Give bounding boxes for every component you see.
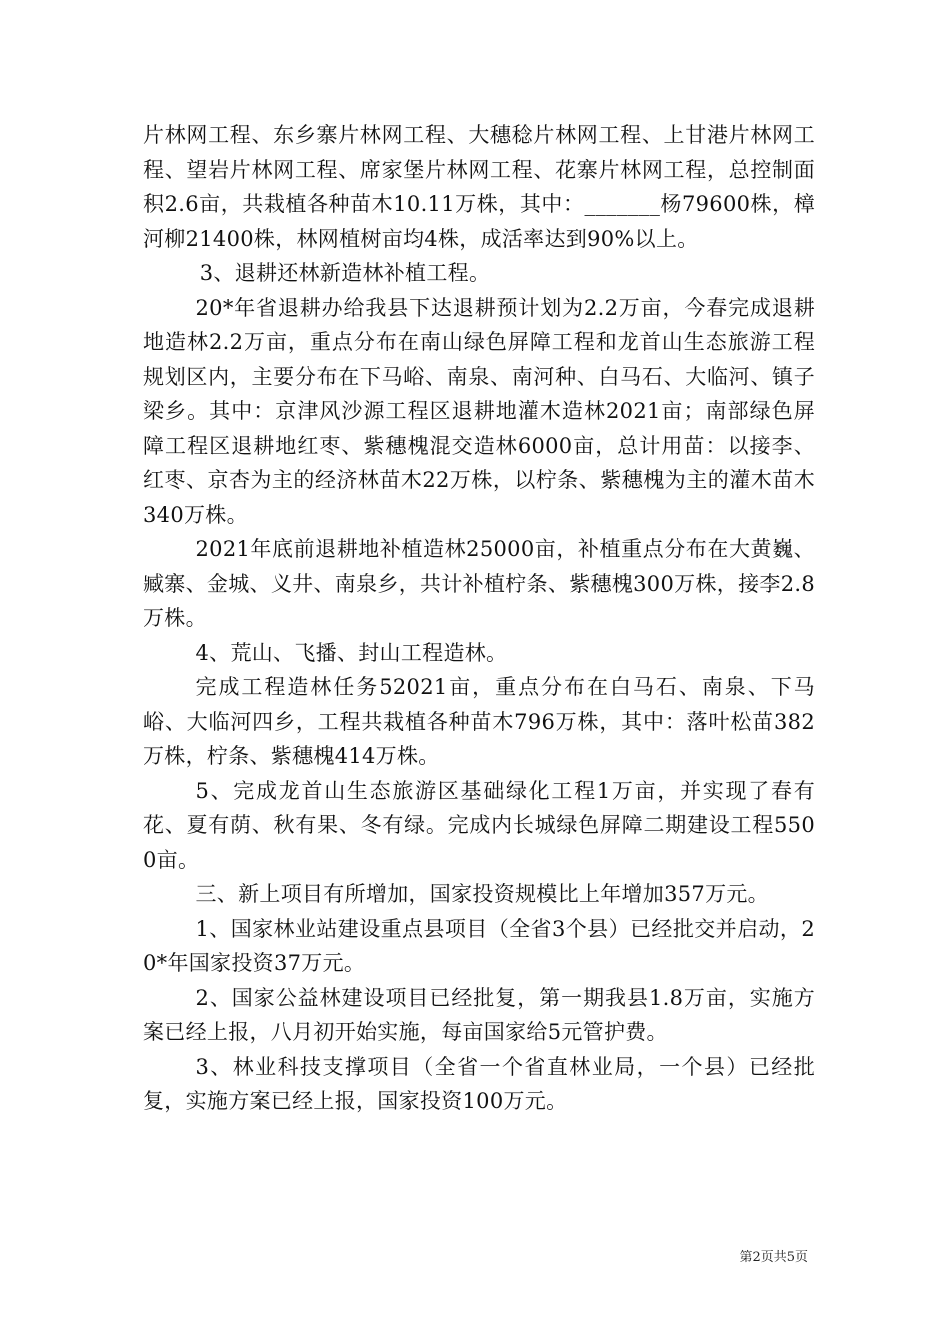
paragraph-replanting-2021: 2021年底前退耕地补植造林25000亩，补植重点分布在大黄巍、臧寨、金城、义井、南泉乡，共计补植柠条、紫穗槐300万株，接李2.8万株。 xyxy=(143,537,815,630)
page-number: 第2页共5页 xyxy=(739,1250,808,1265)
heading-return-farmland: 3、退耕还林新造林补植工程。 xyxy=(199,261,491,285)
paragraph-longshou-greening: 5、完成龙首山生态旅游区基础绿化工程1万亩，并实现了春有花、夏有荫、秋有果、冬有绿。完成内长城绿色屏障二期建设工程5500亩。 xyxy=(143,778,815,872)
heading-barren-hills: 4、荒山、飞播、封山工程造林。 xyxy=(195,640,508,665)
paragraph-forest-network-cont: 片林网工程、东乡寨片林网工程、大穗稔片林网工程、上甘港片林网工程、望岩片林网工程、席家堡片林网工程、花寨片林网工程，总控制面积2.6亩，共栽植各种苗木10.11万株，其中：_______杨79600株，樟河柳21400株，林网植树亩均4株，成活率达到90%以上。 xyxy=(143,123,815,251)
paragraph-forestry-station-project: 1、国家林业站建设重点县项目（全省3个县）已经批交并启动，20*年国家投资37万元。 xyxy=(143,916,815,975)
paragraph-tech-support-project: 3、林业科技支撑项目（全省一个省直林业局，一个县）已经批复，实施方案已经上报，国家投资100万元。 xyxy=(143,1054,815,1113)
document-body xyxy=(143,118,815,1119)
paragraph-return-farmland-plan: 20*年省退耕办给我县下达退耕预计划为2.2万亩，今春完成退耕地造林2.2万亩，重点分布在南山绿色屏障工程和龙首山生态旅游工程规划区内，主要分布在下马峪、南泉、南河种、白马石、大临河、镇子梁乡。其中：京津风沙源工程区退耕地灌木造林2021亩；南部绿色屏障工程区退耕地红枣、紫穗槐混交造林6000亩，总计用苗：以接李、红枣、京杏为主的经济林苗木22万株，以柠条、紫穗槐为主的灌木苗木340万株。 xyxy=(143,295,815,527)
paragraph-public-forest-project: 2、国家公益林建设项目已经批复，第一期我县1.8万亩，实施方案已经上报，八月初开始实施，每亩国家给5元管护费。 xyxy=(143,985,815,1044)
heading-new-projects: 三、新上项目有所增加，国家投资规模比上年增加357万元。 xyxy=(195,882,769,906)
paragraph-engineering-afforestation: 完成工程造林任务52021亩，重点分布在白马石、南泉、下马峪、大临河四乡，工程共栽植各种苗木796万株，其中：落叶松苗382万株，柠条、紫穗槐414万株。 xyxy=(143,675,815,768)
